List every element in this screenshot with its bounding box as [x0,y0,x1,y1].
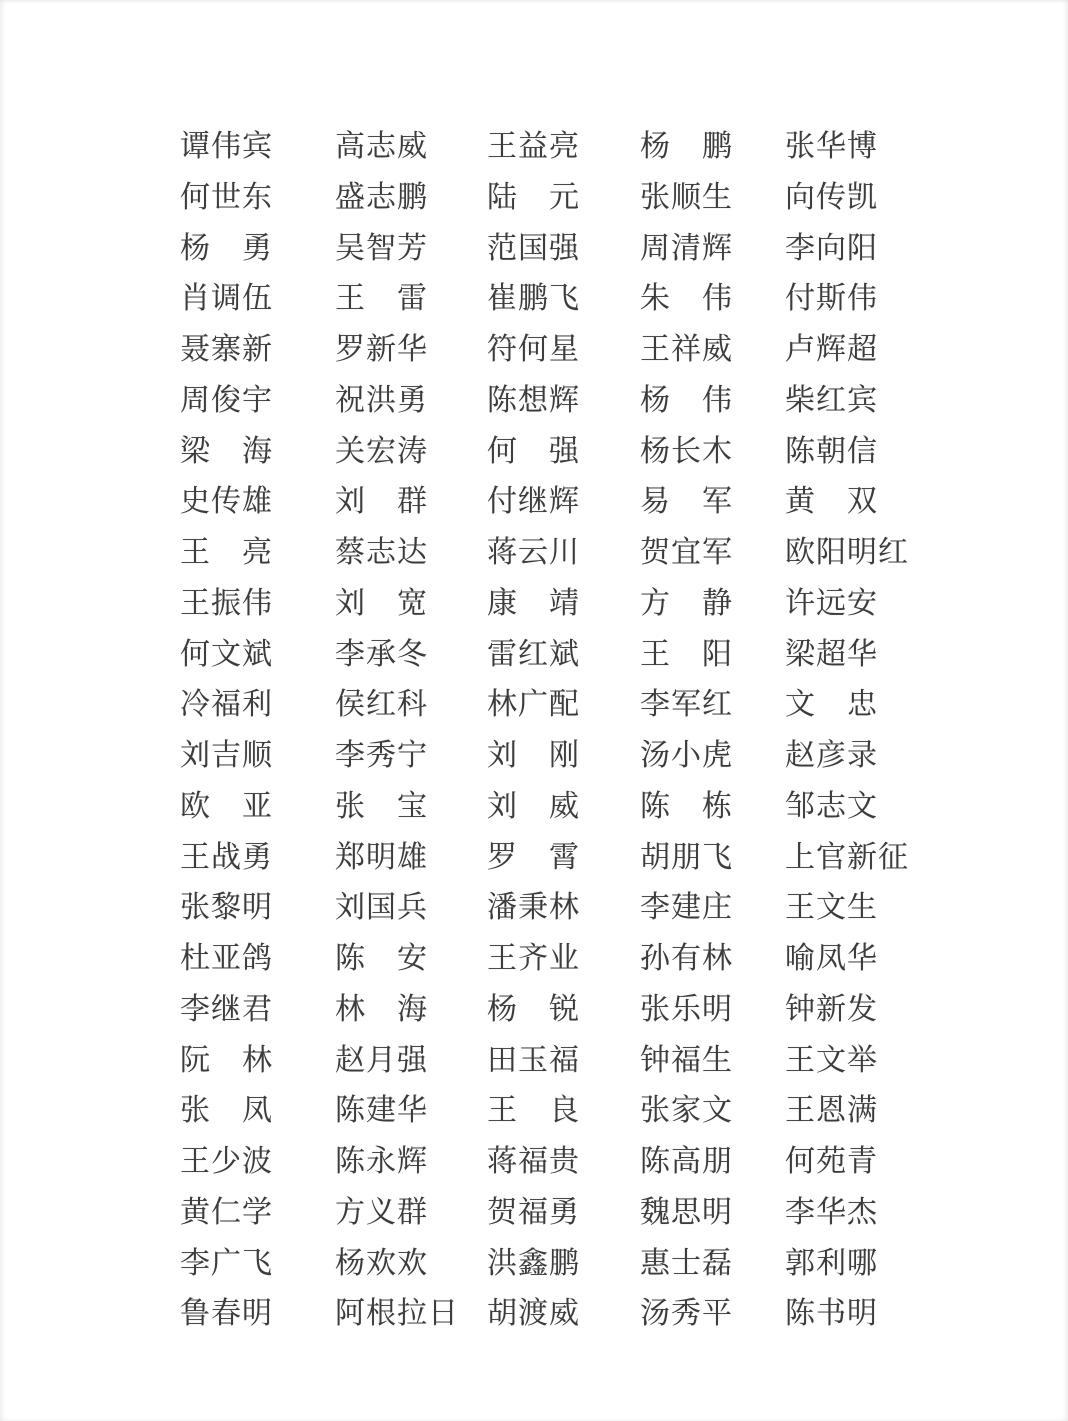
name-cell: 王振伟 [180,586,273,620]
name-cell: 吴智芳 [335,231,428,265]
name-cell: 杜亚鸽 [180,942,273,975]
name-cell: 蒋福贵 [487,1145,580,1178]
name-cell: 钟新发 [785,992,878,1026]
name-cell: 祝洪勇 [335,383,428,417]
name-cell: 张 凤 [180,1094,273,1128]
name-cell: 郑明雄 [335,840,428,874]
name-cell: 洪鑫鹏 [487,1246,580,1280]
name-cell: 杨长木 [640,434,733,468]
name-cell: 谭伟宾 [180,130,273,163]
name-cell: 刘 威 [487,789,580,823]
name-cell: 陈永辉 [335,1145,428,1178]
name-cell: 黄 双 [785,485,878,519]
name-cell: 王少波 [180,1145,273,1178]
name-cell: 李军红 [640,688,733,722]
name-cell: 何文斌 [180,637,273,671]
name-cell: 符何星 [487,333,580,366]
name-cell: 侯红科 [335,688,428,722]
name-cell: 王恩满 [785,1094,878,1128]
name-cell: 李承冬 [335,637,428,671]
name-cell: 雷红斌 [487,637,580,671]
name-cell: 范国强 [487,231,580,265]
name-cell: 李广飞 [180,1246,273,1280]
name-cell: 聂寨新 [180,333,273,366]
name-cell: 孙有林 [640,942,733,975]
name-cell: 刘 刚 [487,739,580,772]
name-cell: 杨 鹏 [640,130,733,163]
name-cell: 汤秀平 [640,1297,733,1331]
name-cell: 张顺生 [640,180,733,214]
name-cell: 陈高朋 [640,1145,733,1178]
name-cell: 罗 霄 [487,840,580,874]
name-cell: 欧阳明红 [785,536,909,569]
name-cell: 康 靖 [487,586,580,620]
name-cell: 赵月强 [335,1043,428,1077]
name-cell: 易 军 [640,485,733,519]
name-cell: 卢辉超 [785,333,878,366]
name-cell: 杨 锐 [487,992,580,1026]
name-cell: 李秀宁 [335,739,428,772]
name-cell: 张 宝 [335,789,428,823]
name-cell: 王益亮 [487,130,580,163]
name-cell: 潘秉林 [487,891,580,925]
name-cell: 李建庄 [640,891,733,925]
name-cell: 盛志鹏 [335,180,428,214]
name-cell: 汤小虎 [640,739,733,772]
name-cell: 张乐明 [640,992,733,1026]
name-cell: 王 良 [487,1094,580,1128]
name-cell: 许远安 [785,586,878,620]
name-cell: 付斯伟 [785,282,878,316]
name-cell: 刘 群 [335,485,428,519]
name-cell: 欧 亚 [180,789,273,823]
name-cell: 朱 伟 [640,282,733,316]
name-cell: 陈 栋 [640,789,733,823]
name-cell: 王 雷 [335,282,428,316]
name-cell: 田玉福 [487,1043,580,1077]
name-cell: 刘吉顺 [180,739,273,772]
name-cell: 付继辉 [487,485,580,519]
name-cell: 冷福利 [180,688,273,722]
name-list [180,122,909,1340]
name-cell: 林广配 [487,688,580,722]
name-cell: 贺宜军 [640,536,733,569]
name-cell: 杨 勇 [180,231,273,265]
name-cell: 阮 林 [180,1043,273,1077]
name-cell: 刘 宽 [335,586,428,620]
name-cell: 惠士磊 [640,1246,733,1280]
name-cell: 蒋云川 [487,536,580,569]
name-cell: 郭利哪 [785,1246,878,1280]
name-cell: 赵彦录 [785,739,878,772]
name-cell: 林 海 [335,992,428,1026]
name-cell: 王齐业 [487,942,580,975]
name-cell: 陆 元 [487,180,580,214]
name-cell: 李继君 [180,992,273,1026]
name-cell: 何 强 [487,434,580,468]
name-cell: 王战勇 [180,840,273,874]
name-cell: 文 忠 [785,688,878,722]
name-cell: 贺福勇 [487,1195,580,1229]
name-cell: 何苑青 [785,1145,878,1178]
name-cell: 鲁春明 [180,1297,273,1331]
name-cell: 胡渡威 [487,1297,580,1331]
name-cell: 喻凤华 [785,942,878,975]
name-cell: 向传凯 [785,180,878,214]
name-cell: 邹志文 [785,789,878,823]
name-cell: 钟福生 [640,1043,733,1077]
name-cell: 黄仁学 [180,1195,273,1229]
name-cell: 高志威 [335,130,428,163]
name-cell: 王文举 [785,1043,878,1077]
name-cell: 陈 安 [335,942,428,975]
name-cell: 方 静 [640,586,733,620]
name-cell: 陈书明 [785,1297,878,1331]
name-cell: 张家文 [640,1094,733,1128]
name-cell: 李华杰 [785,1195,878,1229]
name-cell: 魏思明 [640,1195,733,1229]
name-cell: 肖调伍 [180,282,273,316]
name-cell: 周俊宇 [180,383,273,417]
name-cell: 张华博 [785,130,878,163]
name-cell: 王文生 [785,891,878,925]
name-cell: 梁 海 [180,434,273,468]
name-cell: 王 亮 [180,536,273,569]
name-cell: 张黎明 [180,891,273,925]
name-cell: 王 阳 [640,637,733,671]
name-cell: 方义群 [335,1195,428,1229]
name-cell: 胡朋飞 [640,840,733,874]
name-cell: 陈建华 [335,1094,428,1128]
name-cell: 何世东 [180,180,273,214]
name-cell: 王祥威 [640,333,733,366]
name-cell: 陈想辉 [487,383,580,417]
name-cell: 陈朝信 [785,434,878,468]
name-cell: 李向阳 [785,231,878,265]
name-cell: 柴红宾 [785,383,878,417]
name-cell: 杨 伟 [640,383,733,417]
name-cell: 梁超华 [785,637,878,671]
name-cell: 上官新征 [785,840,909,874]
name-cell: 关宏涛 [335,434,428,468]
name-cell: 杨欢欢 [335,1246,428,1280]
name-cell: 周清辉 [640,231,733,265]
name-cell: 蔡志达 [335,536,428,569]
name-cell: 罗新华 [335,333,428,366]
name-cell: 刘国兵 [335,891,428,925]
name-cell: 阿根拉日 [335,1297,459,1331]
name-cell: 史传雄 [180,485,273,519]
name-cell: 崔鹏飞 [487,282,580,316]
